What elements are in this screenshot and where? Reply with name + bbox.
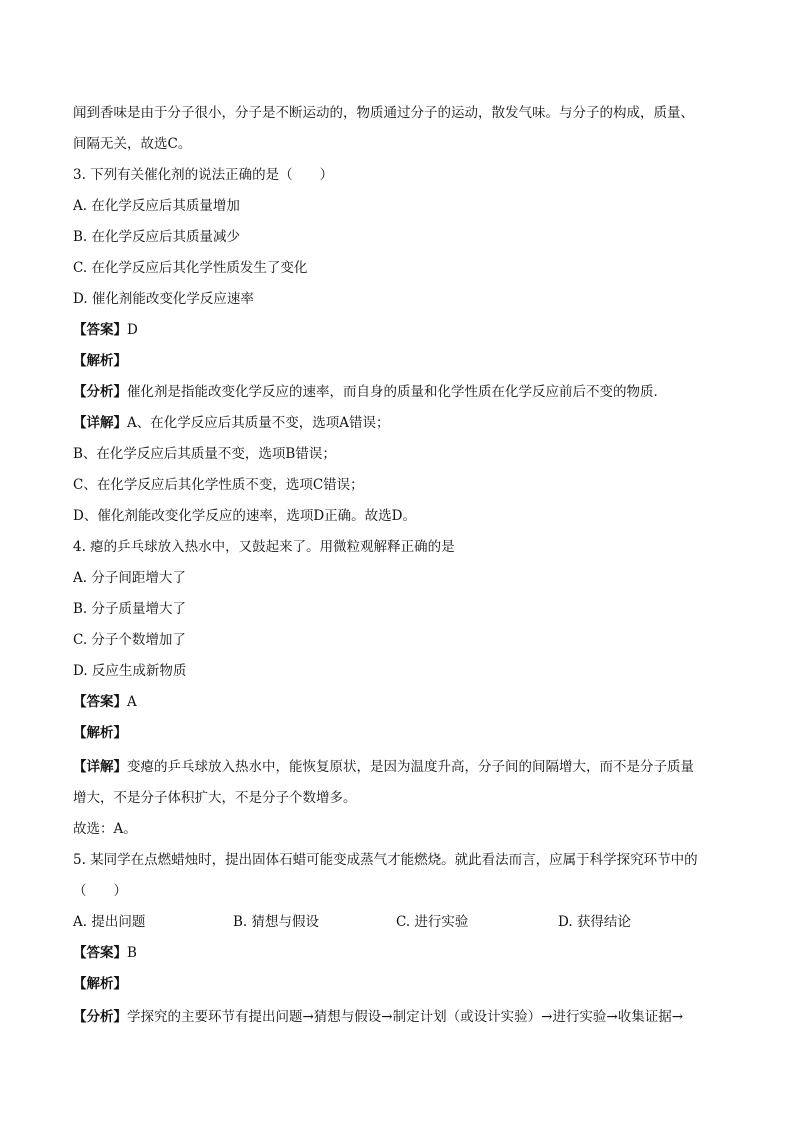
answer-tag: 【答案】 — [73, 945, 127, 961]
question-5-option-d: D. 获得结论 — [558, 914, 631, 930]
xiangjie-text: A、在化学反应后其质量不变，选项A错误； — [127, 415, 390, 431]
question-3-xiangjie-c: C、在化学反应后其化学性质不变，选项C错误； — [73, 477, 364, 493]
fenxi-text: 学探究的主要环节有提出问题→猜想与假设→制定计划（或设计实验）→进行实验→收集证据→ — [127, 1009, 684, 1025]
answer-tag: 【答案】 — [73, 322, 127, 338]
xiangjie-tag: 【详解】 — [73, 759, 127, 775]
question-3-option-d: D. 催化剂能改变化学反应速率 — [73, 291, 254, 307]
question-5-option-c: C. 进行实验 — [396, 914, 469, 930]
question-3-xiangjie-b: B、在化学反应后其质量不变，选项B错误； — [73, 446, 336, 462]
answer-value: B — [127, 945, 137, 961]
question-4-analysis-heading — [73, 723, 733, 743]
question-3-answer — [73, 320, 733, 340]
answer-value: D — [127, 322, 138, 338]
answer-value: A — [127, 694, 137, 710]
analysis-tag: 【解析】 — [73, 353, 127, 369]
fenxi-tag: 【分析】 — [73, 1009, 127, 1025]
question-4-option-b: B. 分子质量增大了 — [73, 601, 187, 617]
question-4-xiangjie-cont: 增大，不是分子体积扩大，不是分子个数增多。 — [73, 790, 357, 806]
question-3-fenxi — [73, 382, 733, 402]
question-5-stem: 5. 某同学在点燃蜡烛时，提出固体石蜡可能变成蒸气才能燃烧。就此看法而言，应属于科学探究环节中的 — [73, 852, 698, 868]
question-4-conclusion: 故选：A。 — [73, 821, 137, 837]
paragraph-line: 间隔无关，故选C。 — [73, 136, 192, 152]
question-3-option-a: A. 在化学反应后其质量增加 — [73, 198, 240, 214]
question-4-option-c: C. 分子个数增加了 — [73, 632, 186, 648]
answer-tag: 【答案】 — [73, 694, 127, 710]
question-5-answer — [73, 943, 733, 963]
question-4-answer — [73, 692, 733, 712]
question-5-option-a: A. 提出问题 — [73, 914, 146, 930]
fenxi-text: 催化剂是指能改变化学反应的速率，而自身的质量和化学性质在化学反应前后不变的物质． — [127, 384, 667, 400]
analysis-tag: 【解析】 — [73, 725, 127, 741]
question-3-analysis-heading — [73, 351, 733, 371]
paragraph-line: 闻到香味是由于分子很小，分子是不断运动的，物质通过分子的运动，散发气味。与分子的构成，质量、 — [73, 105, 694, 121]
question-4-stem: 4. 瘪的乒乓球放入热水中，又鼓起来了。用微粒观解释正确的是 — [73, 539, 455, 555]
xiangjie-text: 变瘪的乒乓球放入热水中，能恢复原状，是因为温度升高，分子间的间隔增大，而不是分子质量 — [127, 759, 694, 775]
question-3-option-c: C. 在化学反应后其化学性质发生了变化 — [73, 260, 308, 276]
question-4-xiangjie — [73, 757, 733, 777]
question-5-stem-blank: （ ） — [73, 883, 127, 899]
question-5-analysis-heading — [73, 974, 733, 994]
question-3-xiangjie-d: D、催化剂能改变化学反应的速率，选项D正确。故选D。 — [73, 508, 416, 524]
question-5-fenxi — [73, 1007, 733, 1027]
question-4-option-a: A. 分子间距增大了 — [73, 570, 186, 586]
question-4-option-d: D. 反应生成新物质 — [73, 663, 187, 679]
question-5-option-b: B. 猜想与假设 — [233, 914, 320, 930]
analysis-tag: 【解析】 — [73, 976, 127, 992]
xiangjie-tag: 【详解】 — [73, 415, 127, 431]
fenxi-tag: 【分析】 — [73, 384, 127, 400]
question-3-option-b: B. 在化学反应后其质量减少 — [73, 229, 241, 245]
question-3-xiangjie — [73, 413, 733, 433]
question-3-stem: 3. 下列有关催化剂的说法正确的是（ ） — [73, 167, 334, 183]
